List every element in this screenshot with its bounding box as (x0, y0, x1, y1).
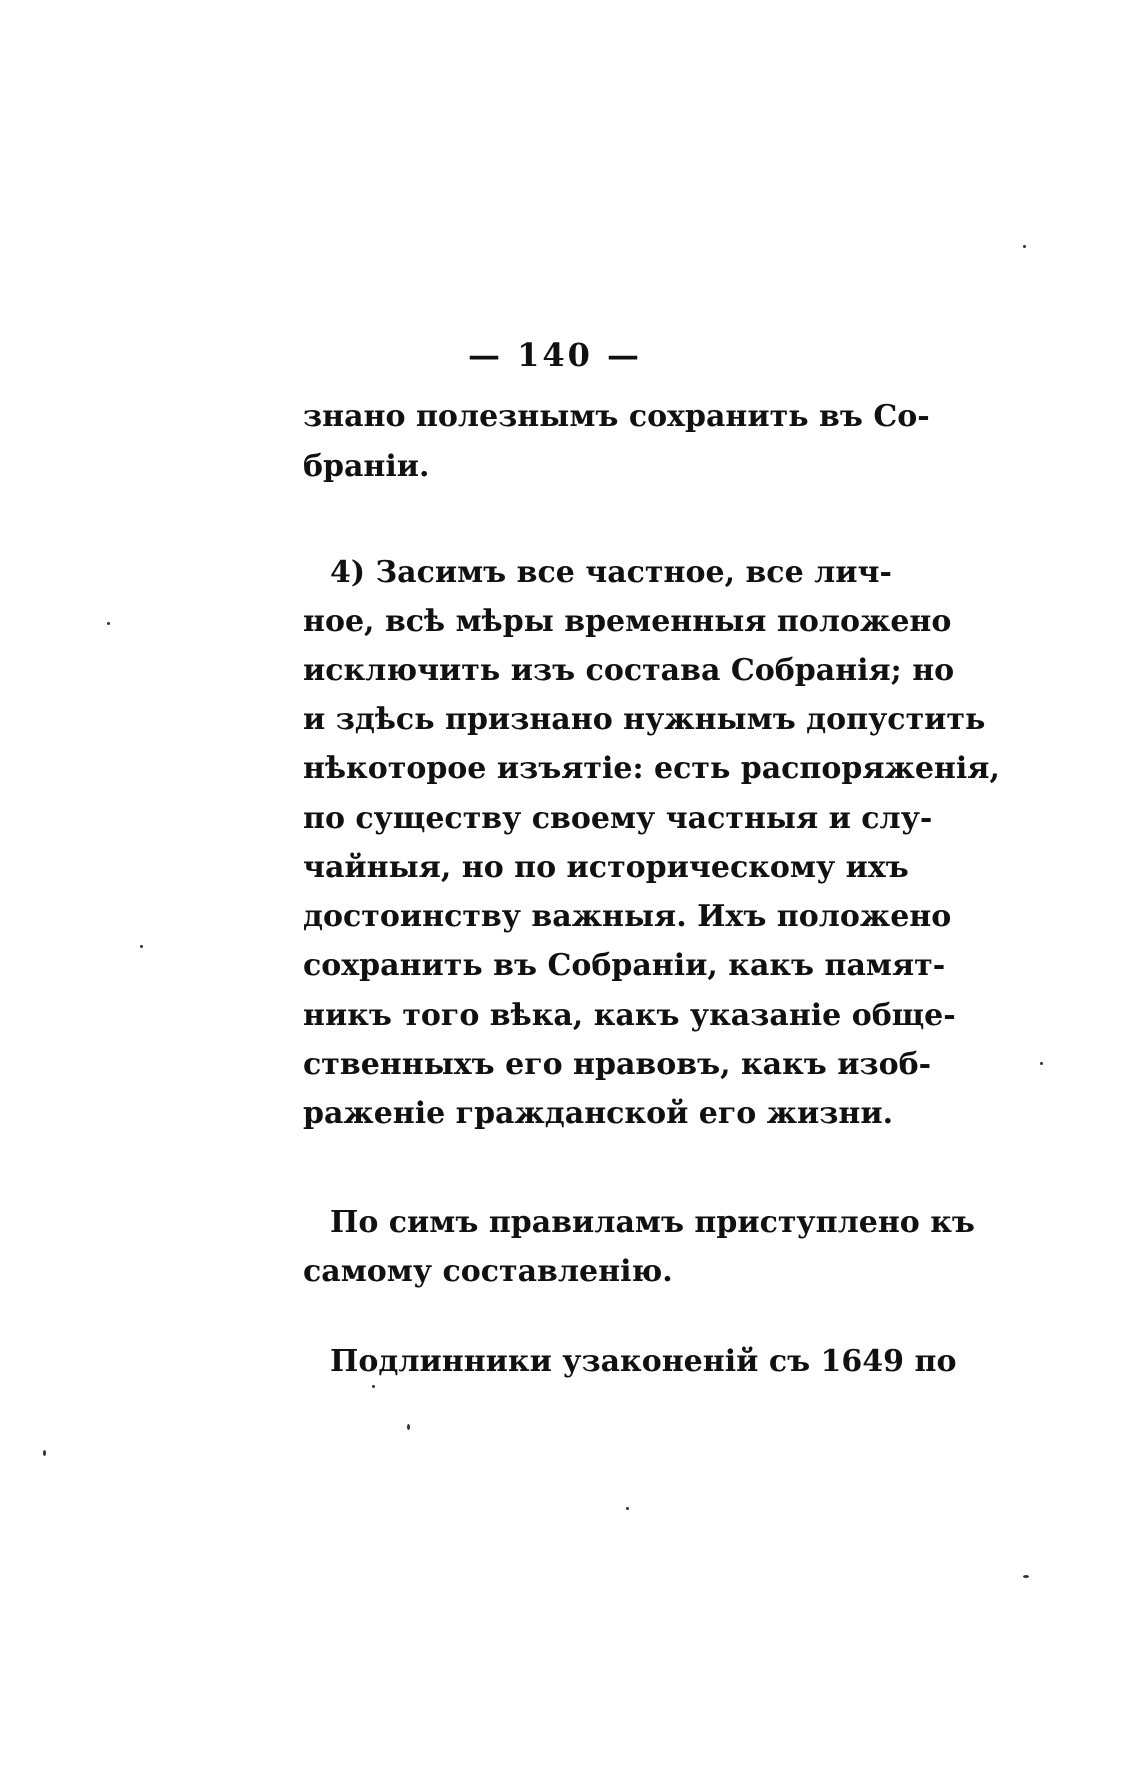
scan-speck (1023, 1575, 1029, 1578)
scan-speck (43, 1450, 46, 1456)
text-line: сохранить въ Собраніи, какъ памят- (303, 948, 946, 983)
text-line: По симъ правиламъ приступлено къ (330, 1205, 975, 1240)
text-line: ное, всѣ мѣры временныя положено (303, 604, 952, 639)
text-line: и здѣсь признано нужнымъ допустить (303, 702, 986, 737)
text-line: самому составленію. (303, 1254, 673, 1289)
text-line: раженіе гражданской его жизни. (303, 1096, 894, 1131)
scan-speck (372, 1385, 375, 1388)
scan-speck (626, 1507, 629, 1510)
text-line: ственныхъ его нравовъ, какъ изоб- (303, 1047, 932, 1082)
text-line: знано полезнымъ сохранить въ Со- (303, 399, 930, 434)
text-line: 4) Засимъ все частное, все лич- (330, 555, 892, 590)
scan-speck (407, 1424, 410, 1430)
text-line: достоинству важныя. Ихъ положено (303, 899, 952, 934)
scan-speck (140, 945, 143, 948)
text-line: никъ того вѣка, какъ указаніе обще- (303, 998, 956, 1033)
text-line: Подлинники узаконеній съ 1649 по (330, 1344, 957, 1379)
text-line: нѣкоторое изъятіе: есть распоряженія, (303, 751, 1000, 786)
text-line: чайныя, но по историческому ихъ (303, 850, 909, 885)
text-line: исключить изъ состава Собранія; но (303, 653, 955, 688)
text-line: по существу своему частныя и слу- (303, 801, 933, 836)
scan-speck (1023, 245, 1026, 248)
scan-speck (107, 622, 110, 625)
scan-speck (1040, 1062, 1043, 1065)
text-line: браніи. (303, 449, 430, 484)
page-number: — 140 — (467, 336, 643, 374)
